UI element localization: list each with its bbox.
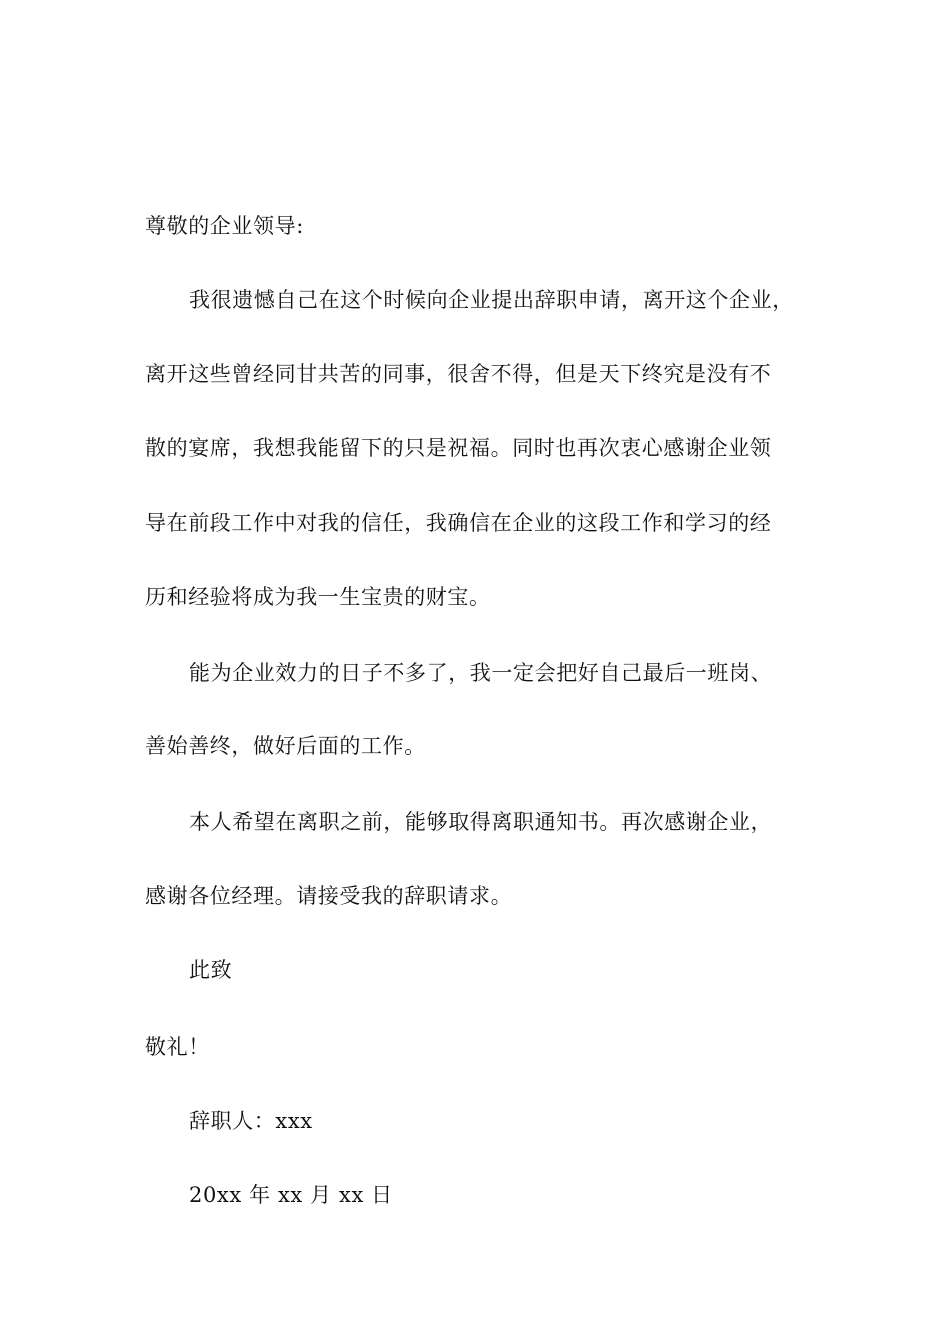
closing-phrase: 此致 [189, 958, 233, 982]
paragraph-3-line-1: 本人希望在离职之前，能够取得离职通知书。再次感谢企业， [189, 810, 773, 834]
salutation: 尊敬的企业领导: [145, 214, 304, 238]
paragraph-1-line-2: 离开这些曾经同甘共苦的同事，很舍不得，但是天下终究是没有不 [145, 362, 772, 386]
paragraph-1-line-1: 我很遗憾自己在这个时候向企业提出辞职申请，离开这个企业， [189, 288, 794, 312]
paragraph-1-line-5: 历和经验将成为我一生宝贵的财宝。 [145, 585, 491, 609]
paragraph-1-line-4: 导在前段工作中对我的信任，我确信在企业的这段工作和学习的经 [145, 511, 772, 535]
paragraph-1-line-3: 散的宴席，我想我能留下的只是祝福。同时也再次衷心感谢企业领 [145, 436, 772, 460]
closing-salute: 敬礼！ [145, 1035, 210, 1059]
paragraph-3-line-2: 感谢各位经理。请接受我的辞职请求。 [145, 884, 513, 908]
paragraph-2-line-1: 能为企业效力的日子不多了，我一定会把好自己最后一班岗、 [189, 661, 773, 685]
paragraph-2-line-2: 善始善终，做好后面的工作。 [145, 734, 426, 758]
date-line: 20xx 年 xx 月 xx 日 [189, 1183, 393, 1207]
signer-line: 辞职人：xxx [189, 1109, 313, 1133]
